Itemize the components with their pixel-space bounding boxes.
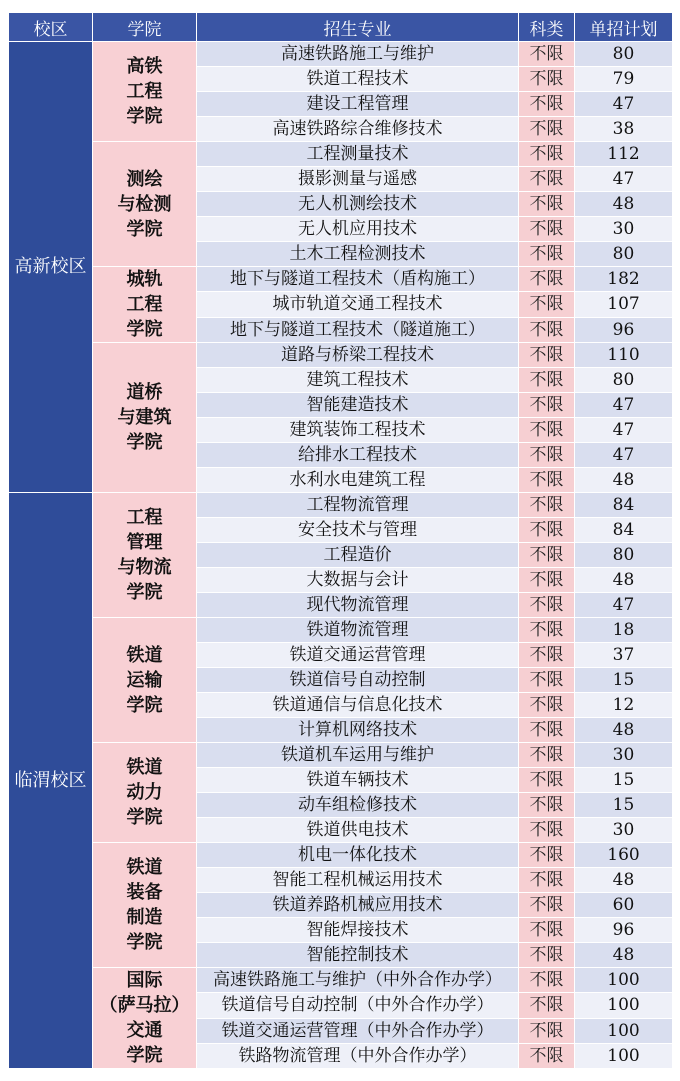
college-name-line: 学院 [126,807,163,828]
college-name-line: 学院 [126,1045,163,1066]
major-cell: 地下与隧道工程技术（盾构施工） [197,267,519,292]
category-cell: 不限 [519,668,575,693]
major-cell: 建筑工程技术 [197,368,519,393]
plan-cell: 48 [575,868,673,893]
major-cell: 铁道车辆技术 [197,768,519,793]
category-cell: 不限 [519,568,575,593]
category-cell: 不限 [519,267,575,292]
header-college: 学院 [93,13,197,42]
major-cell: 高速铁路施工与维护 [197,42,519,67]
major-cell: 铁道供电技术 [197,818,519,843]
plan-cell: 15 [575,668,673,693]
college-cell [93,267,197,343]
major-cell: 土木工程检测技术 [197,242,519,267]
plan-cell: 160 [575,843,673,868]
college-name-line: 与物流 [117,557,172,578]
major-cell: 高速铁路施工与维护（中外合作办学） [197,968,519,993]
major-cell: 智能建造技术 [197,393,519,418]
header-row [9,13,673,42]
major-cell: 工程测量技术 [197,142,519,167]
college-name-line: 与建筑 [117,407,172,428]
college-name-line: 高铁 [126,56,163,77]
major-cell: 铁道信号自动控制（中外合作办学） [197,993,519,1018]
plan-cell: 96 [575,918,673,943]
plan-cell: 30 [575,743,673,768]
plan-cell: 96 [575,317,673,342]
college-name-line: 动力 [126,782,163,803]
plan-cell: 37 [575,643,673,668]
college-name-line: 铁道 [126,757,163,778]
college-name-line: （萨马拉） [99,995,190,1016]
college-cell [93,42,197,142]
category-cell: 不限 [519,1043,575,1068]
category-cell: 不限 [519,443,575,468]
plan-cell: 80 [575,368,673,393]
table-row [9,343,673,368]
major-cell: 铁道物流管理 [197,618,519,643]
plan-cell: 47 [575,443,673,468]
college-cell [93,343,197,493]
header-campus: 校区 [9,13,93,42]
college-name-line: 制造 [126,907,163,928]
table-row [9,618,673,643]
category-cell: 不限 [519,217,575,242]
major-cell: 建设工程管理 [197,92,519,117]
college-name-line: 学院 [126,582,163,603]
college-cell [93,142,197,267]
plan-cell: 48 [575,718,673,743]
major-cell: 智能控制技术 [197,943,519,968]
major-cell: 铁道信号自动控制 [197,668,519,693]
plan-cell: 18 [575,618,673,643]
major-cell: 高速铁路综合维修技术 [197,117,519,142]
plan-cell: 100 [575,1018,673,1043]
category-cell: 不限 [519,618,575,643]
college-cell [93,493,197,618]
category-cell: 不限 [519,418,575,443]
campus-cell: 高新校区 [9,42,93,493]
header-plan: 单招计划 [575,13,673,42]
major-cell: 智能焊接技术 [197,918,519,943]
category-cell: 不限 [519,718,575,743]
college-name-line: 道桥 [126,382,163,403]
major-cell: 铁路物流管理（中外合作办学） [197,1043,519,1068]
major-cell: 智能工程机械运用技术 [197,868,519,893]
category-cell: 不限 [519,818,575,843]
table-row [9,142,673,167]
college-name-line: 工程 [126,507,163,528]
plan-cell: 100 [575,993,673,1018]
major-cell: 铁道通信与信息化技术 [197,693,519,718]
college-name-line: 装备 [126,882,163,903]
college-name-line: 运输 [126,669,163,691]
category-cell: 不限 [519,42,575,67]
category-cell: 不限 [519,793,575,818]
major-cell: 无人机测绘技术 [197,192,519,217]
major-cell: 大数据与会计 [197,568,519,593]
plan-cell: 84 [575,518,673,543]
plan-cell: 110 [575,343,673,368]
college-name-line: 城轨 [126,269,163,290]
category-cell: 不限 [519,968,575,993]
college-name-line: 与检测 [117,193,172,215]
table-row [9,493,673,518]
plan-cell: 80 [575,42,673,67]
category-cell: 不限 [519,993,575,1018]
college-name-line: 管理 [126,532,163,553]
college-name-line: 铁道 [126,857,163,878]
plan-cell: 38 [575,117,673,142]
category-cell: 不限 [519,643,575,668]
college-name-line: 工程 [126,294,163,315]
category-cell: 不限 [519,92,575,117]
category-cell: 不限 [519,893,575,918]
college-name-line: 学院 [126,319,163,340]
plan-cell: 15 [575,768,673,793]
major-cell: 计算机网络技术 [197,718,519,743]
major-cell: 铁道交通运营管理（中外合作办学） [197,1018,519,1043]
plan-cell: 80 [575,543,673,568]
college-name-line: 学院 [126,932,163,953]
category-cell: 不限 [519,142,575,167]
table-row [9,267,673,292]
major-cell: 建筑装饰工程技术 [197,418,519,443]
major-cell: 动车组检修技术 [197,793,519,818]
plan-cell: 100 [575,968,673,993]
category-cell: 不限 [519,543,575,568]
major-cell: 安全技术与管理 [197,518,519,543]
major-cell: 工程造价 [197,543,519,568]
college-name-line: 学院 [126,218,163,240]
category-cell: 不限 [519,192,575,217]
plan-cell: 48 [575,192,673,217]
plan-cell: 47 [575,393,673,418]
college-name-line: 测绘 [126,168,163,190]
college-cell [93,618,197,743]
plan-cell: 84 [575,493,673,518]
college-name-line: 国际 [126,970,163,991]
category-cell: 不限 [519,393,575,418]
plan-cell: 100 [575,1043,673,1068]
plan-cell: 48 [575,468,673,493]
campus-cell: 临渭校区 [9,493,93,1069]
plan-cell: 48 [575,943,673,968]
major-cell: 城市轨道交通工程技术 [197,292,519,317]
major-cell: 道路与桥梁工程技术 [197,343,519,368]
major-cell: 铁道机车运用与维护 [197,743,519,768]
major-cell: 无人机应用技术 [197,217,519,242]
header-category: 科类 [519,13,575,42]
college-name-line: 学院 [126,694,163,716]
category-cell: 不限 [519,317,575,342]
category-cell: 不限 [519,468,575,493]
plan-cell: 30 [575,217,673,242]
college-name-line: 铁道 [126,644,163,666]
major-cell: 铁道工程技术 [197,67,519,92]
plan-cell: 47 [575,92,673,117]
category-cell: 不限 [519,67,575,92]
category-cell: 不限 [519,343,575,368]
plan-cell: 80 [575,242,673,267]
plan-cell: 112 [575,142,673,167]
category-cell: 不限 [519,117,575,142]
college-name-line: 交通 [126,1020,163,1041]
category-cell: 不限 [519,1018,575,1043]
plan-cell: 48 [575,568,673,593]
category-cell: 不限 [519,768,575,793]
college-name-line: 学院 [126,106,163,127]
major-cell: 水利水电建筑工程 [197,468,519,493]
plan-cell: 60 [575,893,673,918]
major-cell: 地下与隧道工程技术（隧道施工） [197,317,519,342]
major-cell: 机电一体化技术 [197,843,519,868]
category-cell: 不限 [519,868,575,893]
major-cell: 工程物流管理 [197,493,519,518]
major-cell: 给排水工程技术 [197,443,519,468]
category-cell: 不限 [519,843,575,868]
plan-cell: 107 [575,292,673,317]
plan-cell: 182 [575,267,673,292]
category-cell: 不限 [519,167,575,192]
plan-cell: 47 [575,418,673,443]
category-cell: 不限 [519,593,575,618]
major-cell: 铁道交通运营管理 [197,643,519,668]
college-name-line: 工程 [126,81,163,102]
college-name-line: 学院 [126,432,163,453]
table-row [9,968,673,993]
table-body [9,42,673,1069]
category-cell: 不限 [519,518,575,543]
plan-cell: 30 [575,818,673,843]
major-cell: 铁道养路机械应用技术 [197,893,519,918]
major-cell: 现代物流管理 [197,593,519,618]
category-cell: 不限 [519,918,575,943]
college-cell [93,843,197,968]
plan-cell: 47 [575,593,673,618]
table-row [9,743,673,768]
header-major: 招生专业 [197,13,519,42]
category-cell: 不限 [519,693,575,718]
plan-cell: 47 [575,167,673,192]
plan-cell: 12 [575,693,673,718]
enrollment-plan-table [8,12,673,1069]
category-cell: 不限 [519,242,575,267]
table-row [9,843,673,868]
plan-cell: 15 [575,793,673,818]
college-cell [93,968,197,1069]
category-cell: 不限 [519,368,575,393]
category-cell: 不限 [519,943,575,968]
category-cell: 不限 [519,493,575,518]
category-cell: 不限 [519,743,575,768]
category-cell: 不限 [519,292,575,317]
plan-cell: 79 [575,67,673,92]
college-cell [93,743,197,843]
table-row [9,42,673,67]
major-cell: 摄影测量与遥感 [197,167,519,192]
